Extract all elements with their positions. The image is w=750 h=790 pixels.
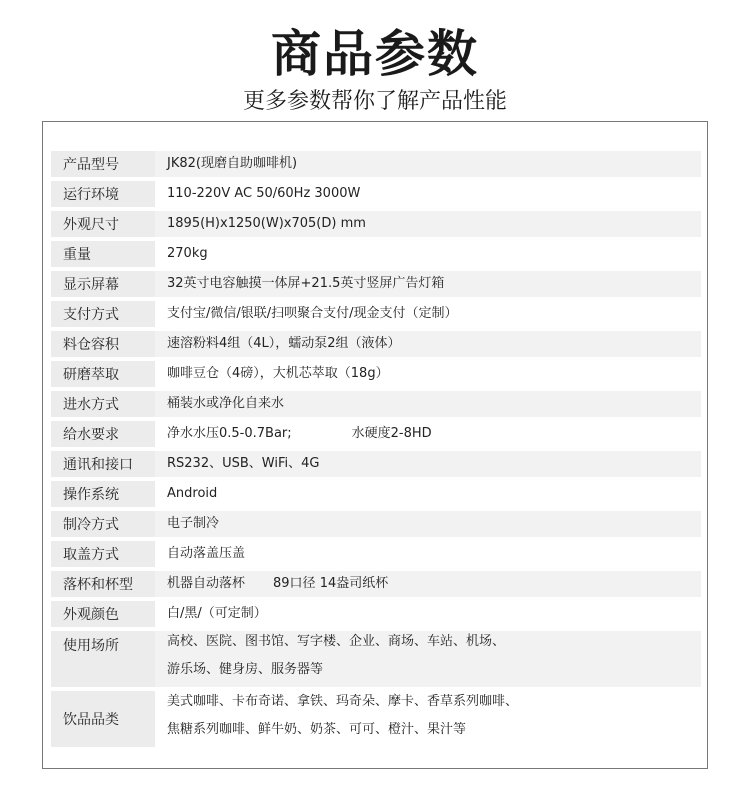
spec-label: 外观尺寸 xyxy=(51,211,155,237)
spec-label: 落杯和杯型 xyxy=(51,571,155,597)
spec-row-lid xyxy=(51,541,701,567)
spec-value-part: 机器自动落杯 xyxy=(167,576,246,591)
spec-value: Android xyxy=(167,486,218,501)
spec-value: 自动落盖压盖 xyxy=(167,546,246,561)
spec-label: 操作系统 xyxy=(51,481,155,507)
spec-row-dimensions xyxy=(51,211,701,237)
spec-row-interfaces xyxy=(51,451,701,477)
page-subtitle: 更多参数帮你了解产品性能 xyxy=(242,89,507,114)
spec-row-weight xyxy=(51,241,701,267)
spec-label: 取盖方式 xyxy=(51,541,155,567)
spec-label: 产品型号 xyxy=(51,151,155,177)
spec-label: 给水要求 xyxy=(51,421,155,447)
spec-value-line: 高校、医院、图书馆、写字楼、企业、商场、车站、机场、 xyxy=(167,634,506,649)
spec-label: 显示屏幕 xyxy=(51,271,155,297)
spec-label: 外观颜色 xyxy=(51,601,155,627)
spec-value: 110-220V AC 50/60Hz 3000W xyxy=(167,186,361,201)
spec-value-line: 焦糖系列咖啡、鲜牛奶、奶茶、可可、橙汁、果汁等 xyxy=(167,722,467,737)
spec-value: 咖啡豆仓（4磅），大机芯萃取（18g） xyxy=(167,366,389,381)
spec-label: 使用场所 xyxy=(51,631,155,687)
spec-row-water-inlet xyxy=(51,391,701,417)
spec-value-part: 净水水压0.5-0.7Bar; xyxy=(167,426,292,441)
spec-row-water-requirement xyxy=(51,421,701,447)
spec-value: 32英寸电容触摸一体屏+21.5英寸竖屏广告灯箱 xyxy=(167,276,445,291)
spec-value: RS232、USB、WiFi、4G xyxy=(167,456,320,471)
spec-row-grinding xyxy=(51,361,701,387)
spec-row-payment xyxy=(51,301,701,327)
spec-row-model xyxy=(51,151,701,177)
spec-row-drinks xyxy=(51,691,701,747)
spec-value-part: 水硬度2-8HD xyxy=(351,426,432,441)
spec-label: 通讯和接口 xyxy=(51,451,155,477)
spec-value-line: 游乐场、健身房、服务器等 xyxy=(167,662,324,677)
page-title: 商品参数 xyxy=(271,25,479,83)
spec-value: 270kg xyxy=(167,246,208,261)
spec-value: 速溶粉料4组（4L），蠕动泵2组（液体） xyxy=(167,336,401,351)
spec-value-line: 美式咖啡、卡布奇诺、拿铁、玛奇朵、摩卡、香草系列咖啡、 xyxy=(167,694,519,709)
spec-table xyxy=(51,151,701,751)
spec-label: 运行环境 xyxy=(51,181,155,207)
spec-row-cooling xyxy=(51,511,701,537)
spec-row-os xyxy=(51,481,701,507)
spec-label: 重量 xyxy=(51,241,155,267)
spec-label: 饮品品类 xyxy=(51,691,155,747)
spec-label: 研磨萃取 xyxy=(51,361,155,387)
spec-row-color xyxy=(51,601,701,627)
spec-value: 白/黑/（可定制） xyxy=(167,606,267,621)
spec-row-cup xyxy=(51,571,701,597)
spec-value-part: 89口径 14盎司纸杯 xyxy=(273,576,389,591)
spec-row-canister xyxy=(51,331,701,357)
spec-value: JK82(现磨自助咖啡机) xyxy=(167,156,298,171)
spec-row-display xyxy=(51,271,701,297)
spec-label: 制冷方式 xyxy=(51,511,155,537)
spec-row-venues xyxy=(51,631,701,687)
spec-value: 支付宝/微信/银联/扫呗聚合支付/现金支付（定制） xyxy=(167,306,458,321)
spec-row-environment xyxy=(51,181,701,207)
spec-value: 1895(H)x1250(W)x705(D) mm xyxy=(167,216,366,231)
spec-label: 进水方式 xyxy=(51,391,155,417)
spec-value: 桶装水或净化自来水 xyxy=(167,396,285,411)
spec-label: 料仓容积 xyxy=(51,331,155,357)
spec-label: 支付方式 xyxy=(51,301,155,327)
spec-value: 电子制冷 xyxy=(167,516,220,531)
